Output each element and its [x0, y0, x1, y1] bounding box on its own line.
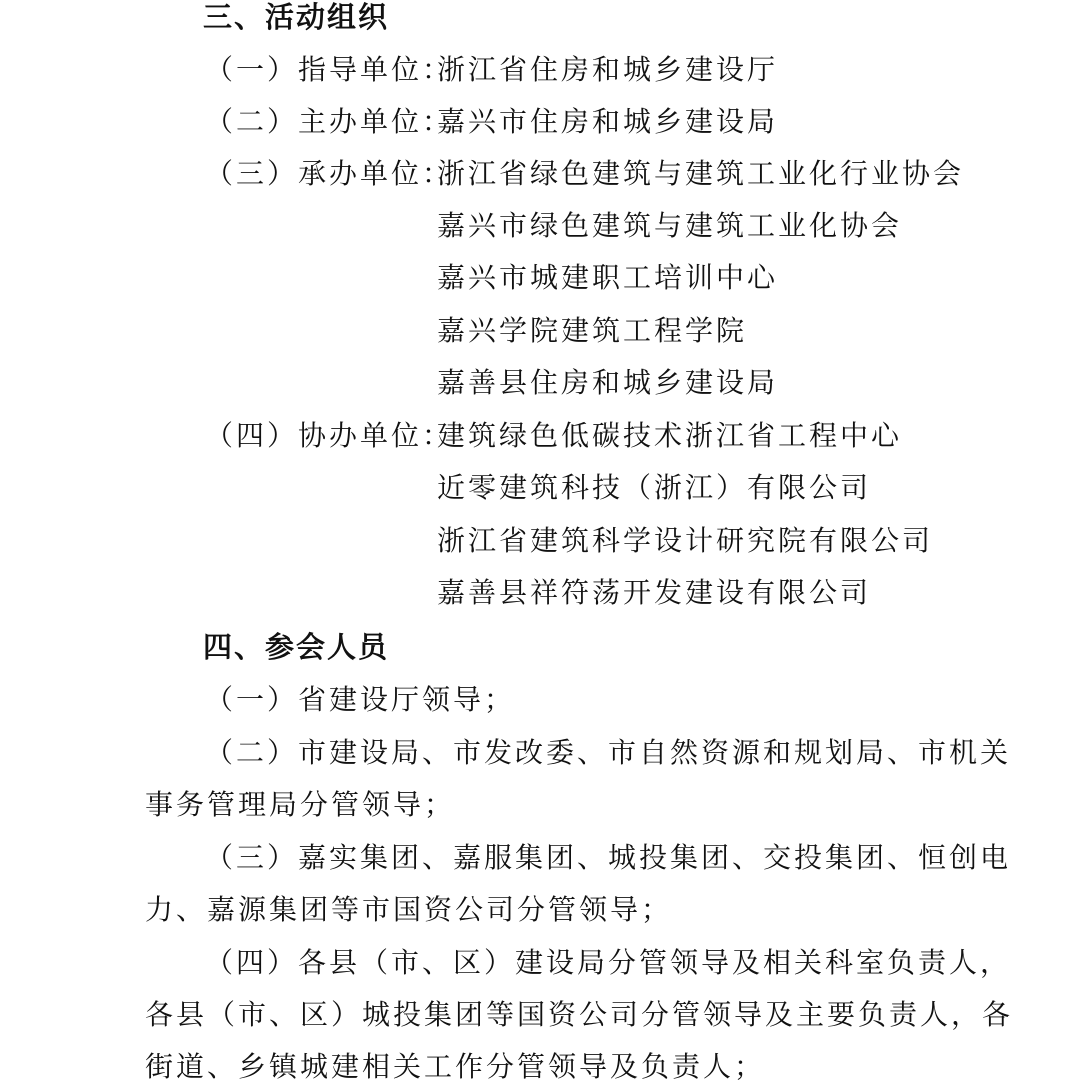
attendee-item-3-line-2: 力、嘉源集团等市国资公司分管领导； [145, 893, 673, 926]
host-unit-label: （二）主办单位： [205, 105, 454, 138]
co-organizer-unit-item: 浙江省建筑科学设计研究院有限公司 [437, 524, 934, 557]
organizer-unit-item: 嘉兴市城建职工培训中心 [437, 261, 779, 294]
organizer-unit-item: 浙江省绿色建筑与建筑工业化行业协会 [437, 157, 965, 190]
guide-unit-value: 浙江省住房和城乡建设厅 [437, 53, 779, 86]
section-heading-activity-organization: 三、活动组织 [203, 0, 390, 34]
co-organizer-unit-item: 嘉善县祥符荡开发建设有限公司 [437, 576, 872, 609]
attendee-item-2-line-1: （二）市建设局、市发改委、市自然资源和规划局、市机关 [205, 736, 1012, 769]
co-organizer-unit-item: 建筑绿色低碳技术浙江省工程中心 [437, 419, 903, 452]
organizer-unit-item: 嘉善县住房和城乡建设局 [437, 366, 779, 399]
host-unit-value: 嘉兴市住房和城乡建设局 [437, 105, 779, 138]
organizer-unit-item: 嘉兴市绿色建筑与建筑工业化协会 [437, 209, 903, 242]
attendee-item-1: （一）省建设厅领导； [205, 683, 516, 716]
attendee-item-4-line-1: （四）各县（市、区）建设局分管领导及相关科室负责人， [205, 946, 1012, 979]
organizer-unit-item: 嘉兴学院建筑工程学院 [437, 314, 748, 347]
organizer-unit-label: （三）承办单位： [205, 157, 454, 190]
co-organizer-unit-item: 近零建筑科技（浙江）有限公司 [437, 471, 872, 504]
guide-unit-label: （一）指导单位： [205, 53, 454, 86]
attendee-item-4-line-3: 街道、乡镇城建相关工作分管领导及负责人； [145, 1050, 766, 1083]
section-heading-attendees: 四、参会人员 [203, 630, 390, 664]
attendee-item-3-line-1: （三）嘉实集团、嘉服集团、城投集团、交投集团、恒创电 [205, 841, 1012, 874]
attendee-item-4-line-2: 各县（市、区）城投集团等国资公司分管领导及主要负责人，各 [145, 998, 1014, 1031]
co-organizer-unit-label: （四）协办单位： [205, 419, 454, 452]
attendee-item-2-line-2: 事务管理局分管领导； [145, 788, 456, 821]
